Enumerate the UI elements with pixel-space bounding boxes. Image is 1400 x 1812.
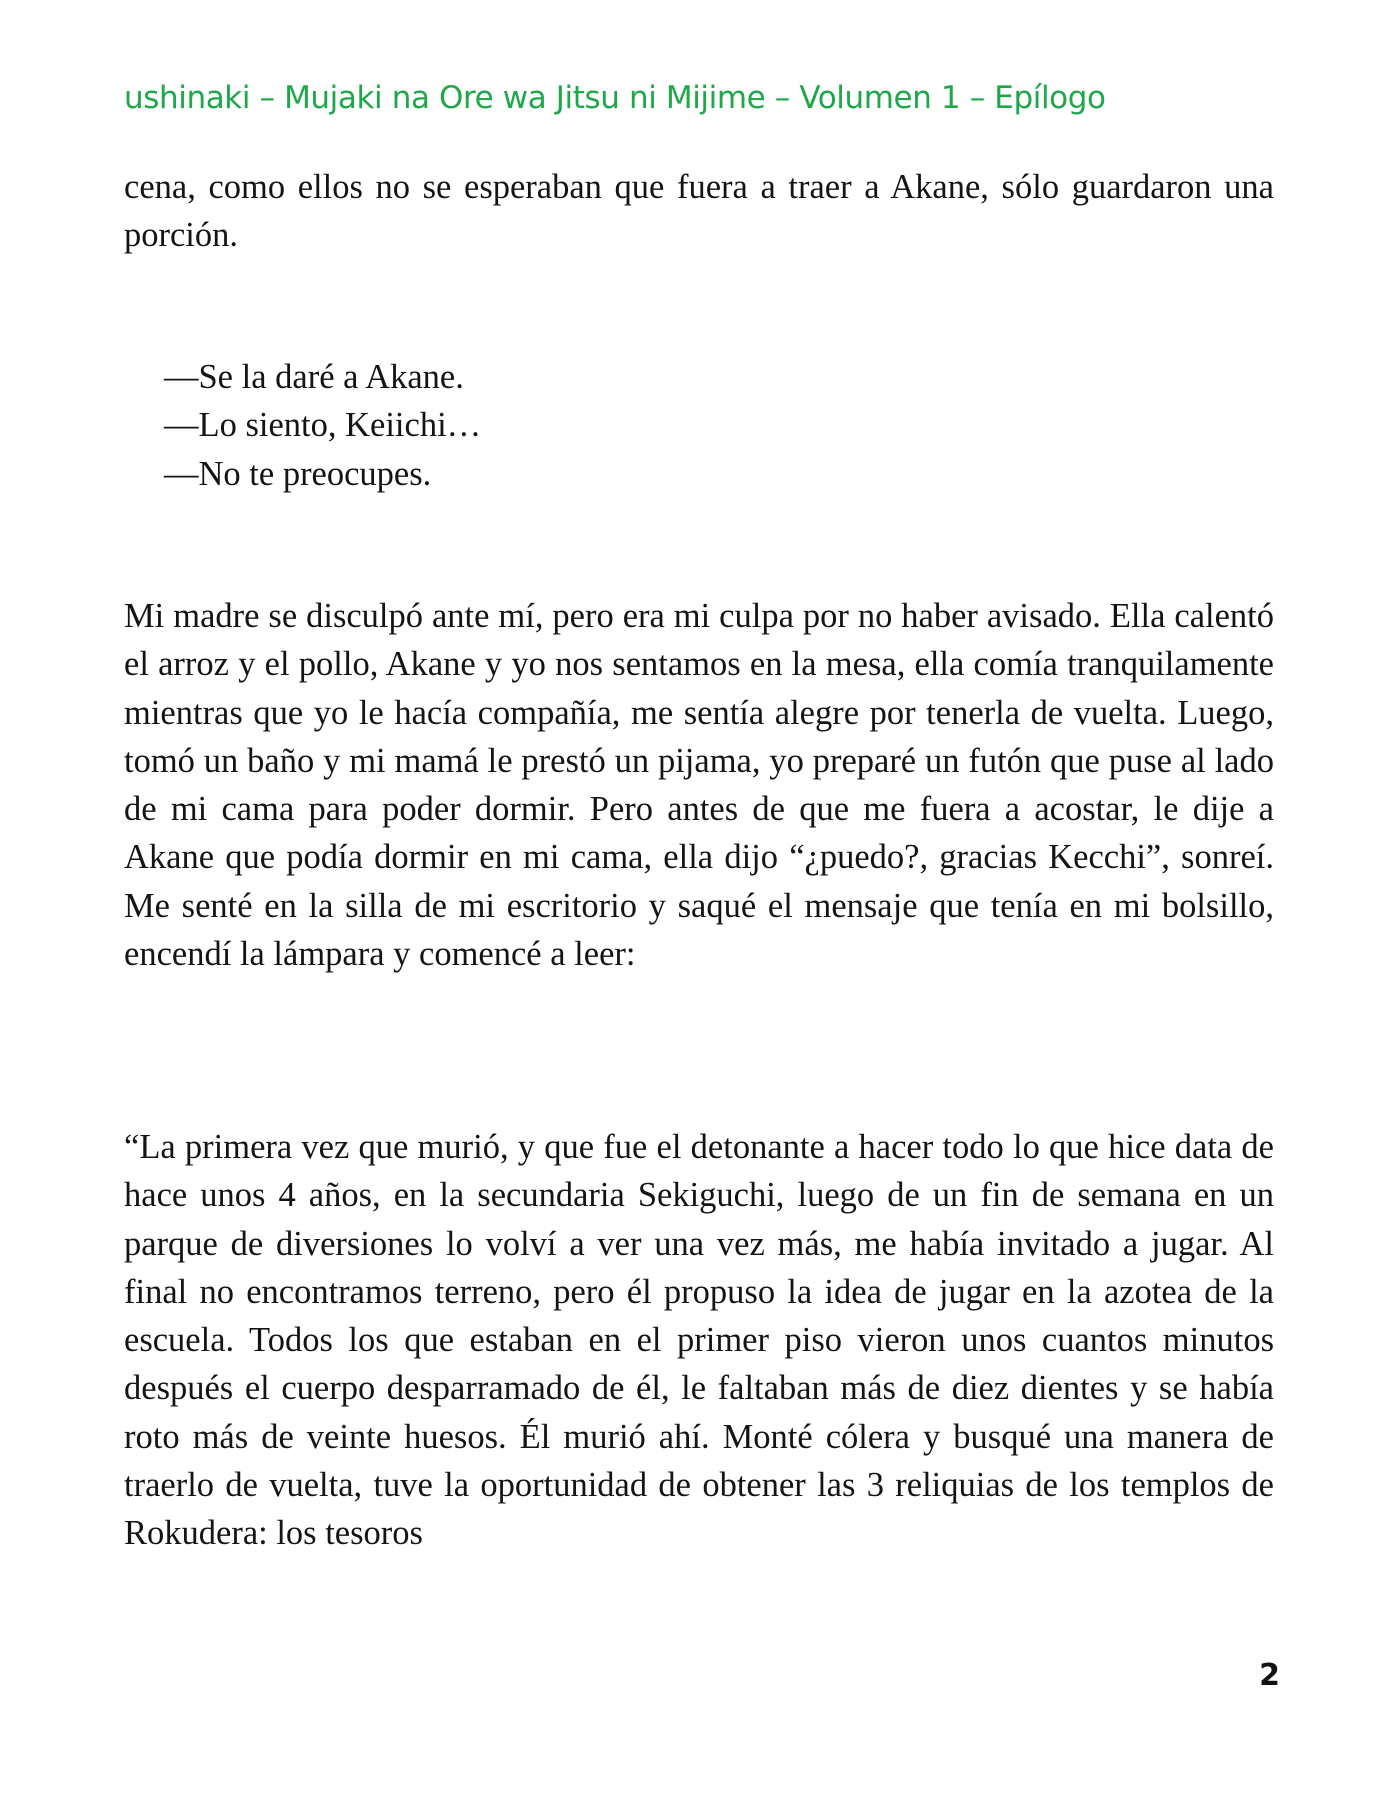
dialogue-block	[164, 353, 1264, 498]
paragraph: “La primera vez que murió, y que fue el detonante a hacer todo lo que hice data de hace unos 4 años, en la secundaria Sekiguchi, luego de un fin de semana en un parque de diversiones lo volví a ver una vez más, me había invitado a jugar. Al final no encontramos terreno, pero él propuso la idea de jugar en la azotea de la escuela. Todos los que estaban en el primer piso vieron unos cuantos minutos después el cuerpo desparramado de él, le faltaban más de diez dientes y se había roto más de veinte huesos. Él murió ahí. Monté cólera y busqué una manera de traerlo de vuelta, tuve la oportunidad de obtener las 3 reliquias de los templos de Rokudera: los tesoros	[124, 1128, 1274, 1553]
page-number: 2	[1259, 1658, 1280, 1693]
paragraph: cena, como ellos no se esperaban que fuera a traer a Akane, sólo guardaron una porción.	[124, 168, 1274, 255]
dialogue-line: —Lo siento, Keiichi…	[164, 406, 482, 445]
paragraph: Mi madre se disculpó ante mí, pero era mi culpa por no haber avisado. Ella calentó el arroz y el pollo, Akane y yo nos sentamos en la mesa, ella comía tranquilamente mientras que yo le hacía compañía, me sentía alegre por tenerla de vuelta. Luego, tomó un baño y mi mamá le prestó un pijama, yo preparé un futón que puse al lado de mi cama para poder dormir. Pero antes de que me fuera a acostar, le dije a Akane que podía dormir en mi cama, ella dijo “¿puedo?, gracias Kecchi”, sonreí. Me senté en la silla de mi escritorio y saqué el mensaje que tenía en mi bolsillo, encendí la lámpara y comencé a leer:	[124, 597, 1274, 974]
dialogue-line: —Se la daré a Akane.	[164, 358, 464, 396]
running-header: ushinaki – Mujaki na Ore wa Jitsu ni Mijime – Volumen 1 – Epílogo	[124, 80, 1106, 116]
dialogue-line: —No te preocupes.	[164, 454, 432, 493]
